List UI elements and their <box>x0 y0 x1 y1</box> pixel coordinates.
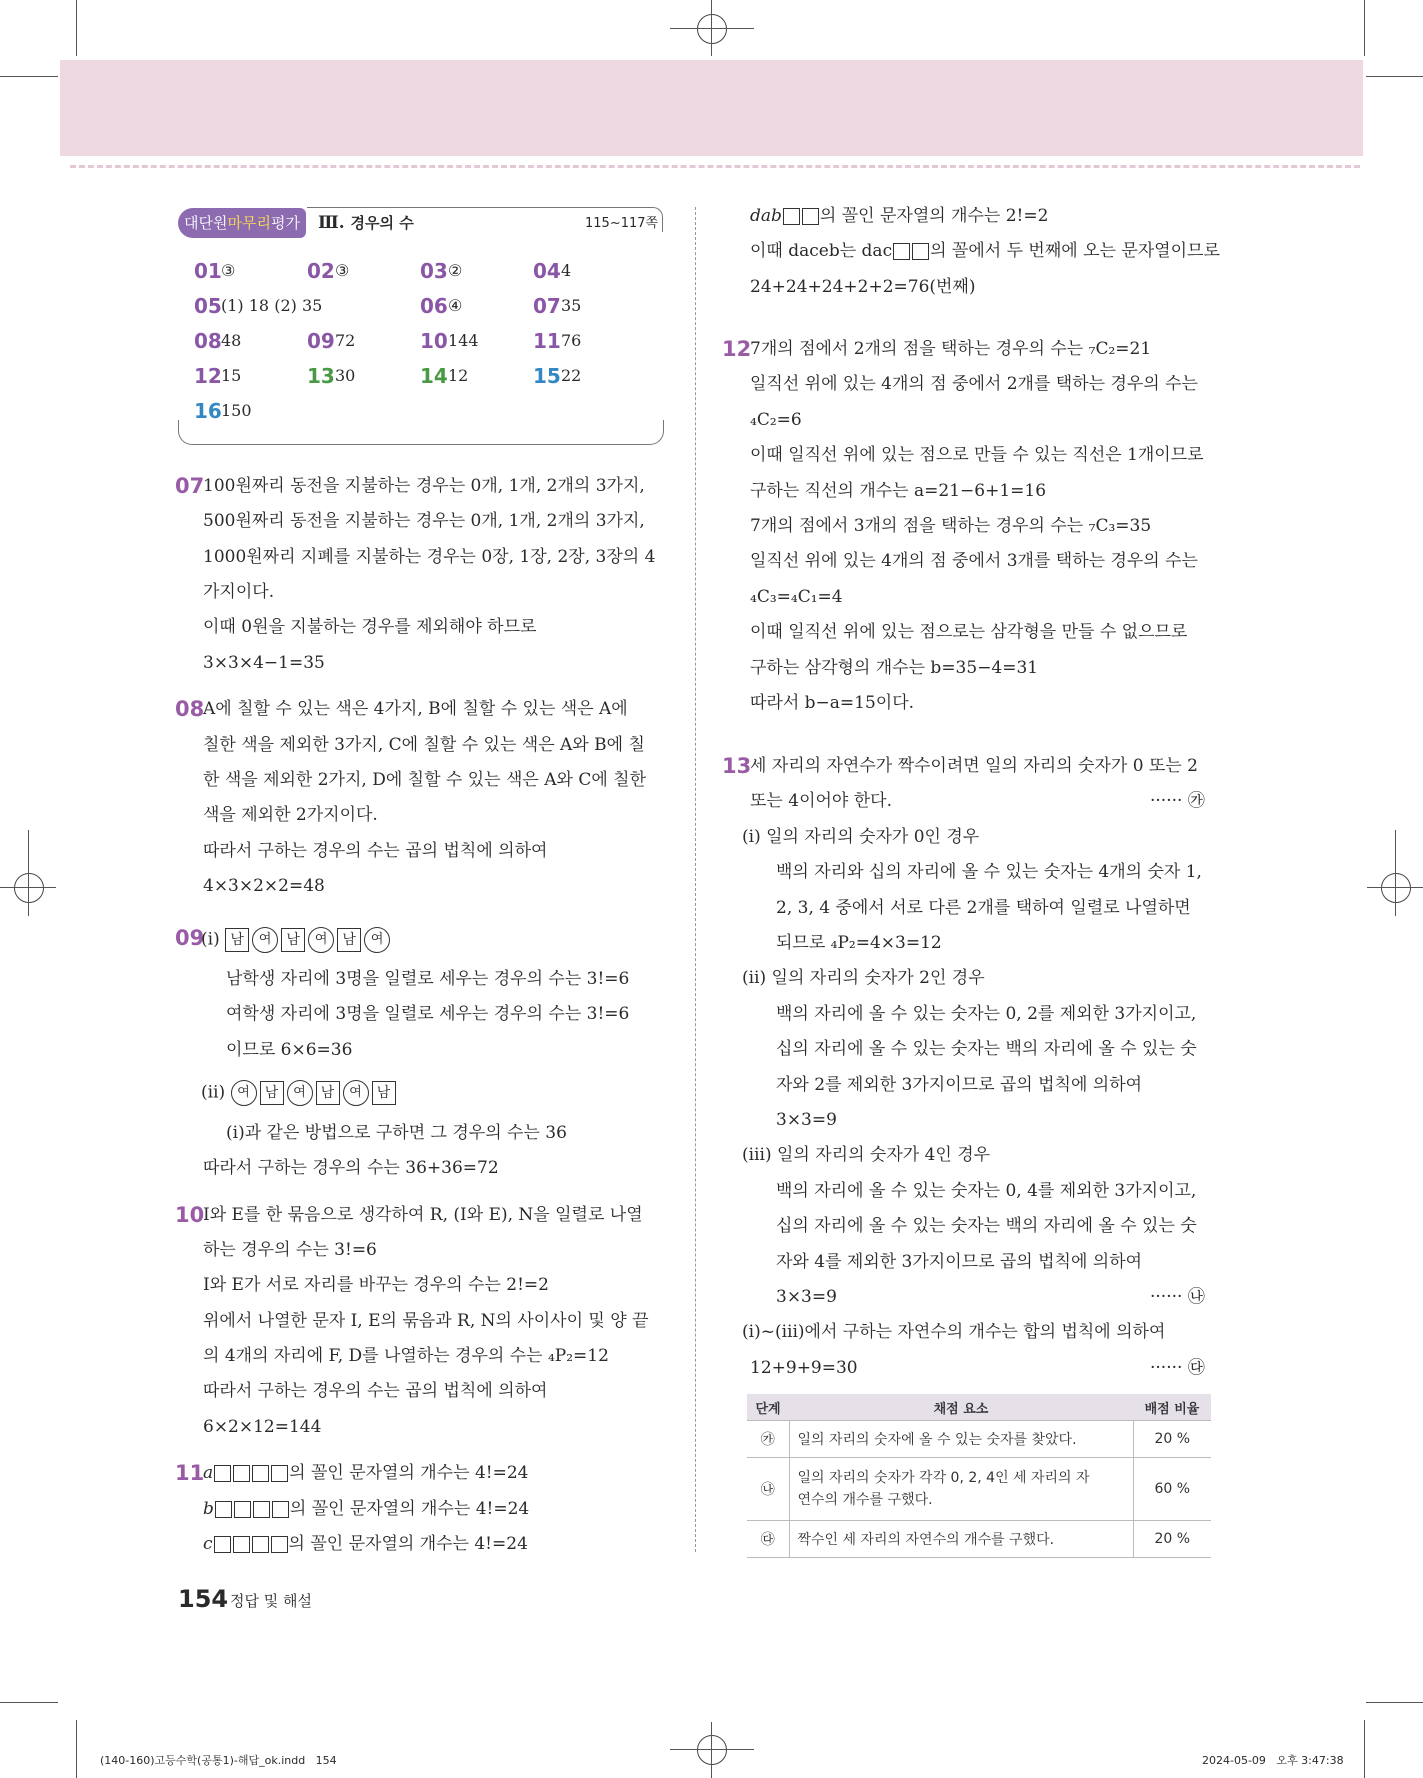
registration-mark-icon <box>14 873 44 903</box>
solution-line: 되므로 ₄P₂=4×3=12 <box>776 933 942 953</box>
registration-mark-icon <box>697 14 727 44</box>
table-cell: 20 % <box>1133 1421 1211 1458</box>
answer-num: 11 <box>533 329 561 353</box>
string-suffix: 의 꼴인 문자열의 개수는 2!=2 <box>819 206 1049 226</box>
solution-line <box>750 240 1220 262</box>
chapter-roman: Ⅲ. <box>318 213 345 233</box>
answer-value: 144 <box>448 331 479 350</box>
solution-line: 12+9+9=30 <box>750 1358 858 1378</box>
answer-num: 15 <box>533 364 561 388</box>
solution-line: (ⅰ)~(ⅲ)에서 구하는 자연수의 개수는 합의 법칙에 의하여 <box>742 1322 1166 1342</box>
solution-line: 십의 자리에 올 수 있는 숫자는 백의 자리에 올 수 있는 숫 <box>776 1039 1197 1059</box>
solution-line: 이때 일직선 위에 있는 점으로 만들 수 있는 직선은 1개이므로 <box>750 445 1204 465</box>
answer-value: ③ <box>221 261 236 280</box>
table-cell <box>789 1458 1133 1521</box>
solution-line: 구하는 직선의 개수는 a=21−6+1=16 <box>750 481 1047 501</box>
badge-left: 대단원 <box>184 214 228 232</box>
table-cell: 20 % <box>1133 1521 1211 1558</box>
solution-line: 500원짜리 동전을 지불하는 경우는 0개, 1개, 2개의 3가지, <box>203 511 645 531</box>
answer-value: 15 <box>221 366 242 385</box>
solution-line: 따라서 구하는 경우의 수는 곱의 법칙에 의하여 <box>203 841 548 861</box>
seat-box: 남 <box>225 928 249 952</box>
seat-circle: 여 <box>308 927 334 953</box>
column-divider <box>695 207 696 1552</box>
table-cell: 짝수인 세 자리의 자연수의 개수를 구했다. <box>789 1521 1133 1558</box>
answer-value: ② <box>448 261 463 280</box>
solution-line: 의 4개의 자리에 F, D를 나열하는 경우의 수는 ₄P₂=12 <box>203 1346 609 1366</box>
solution-line: 이때 일직선 위에 있는 점으로는 삼각형을 만들 수 없으므로 <box>750 622 1188 642</box>
solution-line: 1000원짜리 지폐를 지불하는 경우는 0장, 1장, 2장, 3장의 4 <box>203 547 656 567</box>
answer-value: 4 <box>561 261 572 280</box>
solution-number: 09 <box>175 926 205 950</box>
answer-num: 13 <box>307 364 335 388</box>
solution-line: A에 칠할 수 있는 색은 4가지, B에 칠할 수 있는 색은 A에 <box>203 699 628 719</box>
solution-line: 하는 경우의 수는 3!=6 <box>203 1240 377 1260</box>
table-header: 배점 비율 <box>1133 1394 1211 1421</box>
solution-line: 3×3×4−1=35 <box>203 653 325 673</box>
seat-circle: 여 <box>364 927 390 953</box>
solution-line: 일직선 위에 있는 4개의 점 중에서 3개를 택하는 경우의 수는 <box>750 551 1198 571</box>
solution-line: 가지이다. <box>203 582 275 602</box>
cell-text: 연수의 개수를 구했다. <box>797 1492 933 1508</box>
seat-circle: 여 <box>231 1080 257 1106</box>
solution-line: 일직선 위에 있는 4개의 점 중에서 2개를 택하는 경우의 수는 <box>750 374 1198 394</box>
seat-circle: 여 <box>287 1080 313 1106</box>
solution-line: 세 자리의 자연수가 짝수이려면 일의 자리의 숫자가 0 또는 2 <box>750 756 1198 776</box>
step-mark: ······ ㉰ <box>1150 1358 1205 1378</box>
answer-value: 150 <box>221 401 252 420</box>
crop-mark <box>1366 1702 1423 1703</box>
solution-number: 07 <box>175 474 205 498</box>
seat-box: 남 <box>281 928 305 952</box>
registration-mark-icon <box>1381 873 1411 903</box>
string-row <box>203 1498 529 1520</box>
solution-line: 24+24+24+2+2=76(번째) <box>750 277 976 297</box>
string-prefix: dab <box>750 206 782 226</box>
step-mark: ······ ㉮ <box>1150 791 1205 811</box>
solution-line: 3×3=9 <box>776 1110 837 1130</box>
seat-box: 남 <box>372 1081 396 1105</box>
table-row <box>747 1521 1211 1558</box>
solution-line: 2, 3, 4 중에서 서로 다른 2개를 택하여 일렬로 나열하면 <box>776 898 1191 918</box>
answer-num: 10 <box>420 329 448 353</box>
crop-mark <box>76 0 77 56</box>
text-part: 의 꼴에서 두 번째에 오는 문자열이므로 <box>930 241 1220 261</box>
badge-right: 평가 <box>270 214 300 232</box>
page-range: 115~117쪽 <box>585 216 659 231</box>
solution-line: 4×3×2×2=48 <box>203 876 325 896</box>
answer-num: 01 <box>194 259 222 283</box>
registration-line <box>670 1749 754 1750</box>
answer-value: 72 <box>335 331 356 350</box>
seat-row-ii <box>201 1080 399 1106</box>
step-mark: ······ ㉯ <box>1150 1287 1205 1307</box>
solution-line: 남학생 자리에 3명을 일렬로 세우는 경우의 수는 3!=6 <box>226 969 630 989</box>
solution-line: 이때 0원을 지불하는 경우를 제외해야 하므로 <box>203 617 537 637</box>
answer-num: 09 <box>307 329 335 353</box>
crop-mark <box>76 1720 77 1778</box>
chapter-name: 경우의 수 <box>350 214 414 232</box>
table-cell: ㉯ <box>747 1458 789 1521</box>
solution-line: 6×2×12=144 <box>203 1417 322 1437</box>
solution-line: I와 E가 서로 자리를 바꾸는 경우의 수는 2!=2 <box>203 1275 549 1295</box>
case-title: (ⅲ) 일의 자리의 숫자가 4인 경우 <box>742 1145 991 1165</box>
answer-value: ④ <box>448 296 463 315</box>
registration-mark-icon <box>697 1735 727 1765</box>
crop-mark <box>1364 1720 1365 1778</box>
section-badge <box>178 208 306 238</box>
string-prefix: a <box>203 1463 214 1483</box>
answer-num: 14 <box>420 364 448 388</box>
solution-line: 따라서 구하는 경우의 수는 36+36=72 <box>203 1158 499 1178</box>
solution-number: 13 <box>722 754 752 778</box>
string-suffix: 의 꼴인 문자열의 개수는 4!=24 <box>289 1463 529 1483</box>
string-row <box>750 205 1048 227</box>
solution-number: 10 <box>175 1203 205 1227</box>
cell-text: 일의 자리의 숫자가 각각 0, 2, 4인 세 자리의 자 <box>797 1470 1090 1486</box>
answer-value: 35 <box>561 296 582 315</box>
table-cell: ㉮ <box>747 1421 789 1458</box>
solution-line: 위에서 나열한 문자 I, E의 묶음과 R, N의 사이사이 및 양 끝 <box>203 1311 649 1331</box>
page-number: 154 <box>178 1585 229 1613</box>
string-prefix: b <box>203 1499 214 1519</box>
badge-highlight: 마무리 <box>227 214 271 232</box>
solution-line: 7개의 점에서 3개의 점을 택하는 경우의 수는 ₇C₃=35 <box>750 516 1152 536</box>
solution-line: 색을 제외한 2가지이다. <box>203 805 378 825</box>
answer-num: 07 <box>533 294 561 318</box>
solution-line: 또는 4이어야 한다. <box>750 791 892 811</box>
seat-box: 남 <box>337 928 361 952</box>
solution-line: 백의 자리에 올 수 있는 숫자는 0, 2를 제외한 3가지이고, <box>776 1004 1197 1024</box>
crop-mark <box>1366 76 1423 77</box>
answer-box-top-border <box>307 207 663 232</box>
answer-num: 12 <box>194 364 222 388</box>
answer-num: 08 <box>194 329 222 353</box>
answer-num: 16 <box>194 399 222 423</box>
case-title: (ⅱ) 일의 자리의 숫자가 2인 경우 <box>742 968 985 988</box>
answer-value: 48 <box>221 331 242 350</box>
answer-value: ③ <box>335 261 350 280</box>
string-suffix: 의 꼴인 문자열의 개수는 4!=24 <box>288 1534 528 1554</box>
solution-line: ₄C₃=₄C₁=4 <box>750 587 843 607</box>
header-band <box>60 60 1363 156</box>
solution-line: 자와 2를 제외한 3가지이므로 곱의 법칙에 의하여 <box>776 1075 1143 1095</box>
answer-value: 22 <box>561 366 582 385</box>
seat-circle: 여 <box>343 1080 369 1106</box>
solution-line: 여학생 자리에 3명을 일렬로 세우는 경우의 수는 3!=6 <box>226 1004 630 1024</box>
string-row <box>203 1462 529 1484</box>
string-prefix: c <box>203 1534 213 1554</box>
header-dashed-line <box>70 165 1360 168</box>
solution-number: 12 <box>722 337 752 361</box>
registration-line <box>711 1722 712 1778</box>
answer-box-bottom-border <box>178 420 664 445</box>
case-label: (ⅱ) <box>201 1082 226 1103</box>
solution-line: 따라서 구하는 경우의 수는 곱의 법칙에 의하여 <box>203 1381 548 1401</box>
answer-value: 12 <box>448 366 469 385</box>
solution-line: I와 E를 한 묶음으로 생각하여 R, (I와 E), N을 일렬로 나열 <box>203 1205 643 1225</box>
solution-number: 11 <box>175 1461 205 1485</box>
table-row <box>747 1421 1211 1458</box>
crop-mark <box>0 76 58 77</box>
registration-line <box>670 28 754 29</box>
solution-line: 백의 자리와 십의 자리에 올 수 있는 숫자는 4개의 숫자 1, <box>776 862 1202 882</box>
crop-mark <box>0 1702 58 1703</box>
string-suffix: 의 꼴인 문자열의 개수는 4!=24 <box>289 1499 530 1519</box>
solution-line: 이므로 6×6=36 <box>226 1040 353 1060</box>
answer-num: 03 <box>420 259 448 283</box>
page-label: 정답 및 해설 <box>230 1592 312 1610</box>
solution-line: 자와 4를 제외한 3가지이므로 곱의 법칙에 의하여 <box>776 1252 1143 1272</box>
case-label: (ⅰ) <box>201 929 220 950</box>
solution-line: 백의 자리에 올 수 있는 숫자는 0, 4를 제외한 3가지이고, <box>776 1181 1197 1201</box>
solution-line: 십의 자리에 올 수 있는 숫자는 백의 자리에 올 수 있는 숫 <box>776 1216 1197 1236</box>
table-cell: 60 % <box>1133 1458 1211 1521</box>
seat-box: 남 <box>316 1081 340 1105</box>
table-header: 채점 요소 <box>789 1394 1133 1421</box>
seat-row-i <box>201 927 393 953</box>
solution-line: 3×3=9 <box>776 1287 837 1307</box>
table-row <box>747 1458 1211 1521</box>
table-cell: ㉰ <box>747 1521 789 1558</box>
text-part: 이때 daceb는 dac <box>750 241 893 261</box>
solution-number: 08 <box>175 697 205 721</box>
crop-mark <box>1364 0 1365 56</box>
seat-circle: 여 <box>252 927 278 953</box>
solution-line: 한 색을 제외한 2가지, D에 칠할 수 있는 색은 A와 C에 칠한 <box>203 770 647 790</box>
answer-value: (1) 18 (2) 35 <box>221 296 323 315</box>
answer-num: 02 <box>307 259 335 283</box>
answer-value: 30 <box>335 366 356 385</box>
seat-box: 남 <box>260 1081 284 1105</box>
registration-line <box>1395 830 1396 916</box>
registration-line <box>28 830 29 916</box>
answer-num: 05 <box>194 294 222 318</box>
solution-line: 구하는 삼각형의 개수는 b=35−4=31 <box>750 658 1039 678</box>
solution-line: 칠한 색을 제외한 3가지, C에 칠할 수 있는 색은 A와 B에 칠 <box>203 735 645 755</box>
solution-line: 7개의 점에서 2개의 점을 택하는 경우의 수는 ₇C₂=21 <box>750 339 1152 359</box>
table-cell: 일의 자리의 숫자에 올 수 있는 숫자를 찾았다. <box>789 1421 1133 1458</box>
solution-line: 100원짜리 동전을 지불하는 경우는 0개, 1개, 2개의 3가지, <box>203 476 645 496</box>
answer-value: 76 <box>561 331 582 350</box>
timestamp: 2024-05-09 오후 3:47:38 <box>1202 1754 1344 1767</box>
file-name: (140-160)고등수학(공통1)-해답_ok.indd 154 <box>100 1754 337 1767</box>
solution-line: ₄C₂=6 <box>750 410 802 430</box>
answer-num: 04 <box>533 259 561 283</box>
table-header: 단계 <box>747 1394 789 1421</box>
solution-line: (ⅰ)과 같은 방법으로 구하면 그 경우의 수는 36 <box>226 1123 567 1143</box>
scoring-table <box>747 1394 1211 1558</box>
solution-line: 따라서 b−a=15이다. <box>750 693 915 713</box>
answer-num: 06 <box>420 294 448 318</box>
case-title: (ⅰ) 일의 자리의 숫자가 0인 경우 <box>742 827 980 847</box>
string-row <box>203 1533 528 1555</box>
